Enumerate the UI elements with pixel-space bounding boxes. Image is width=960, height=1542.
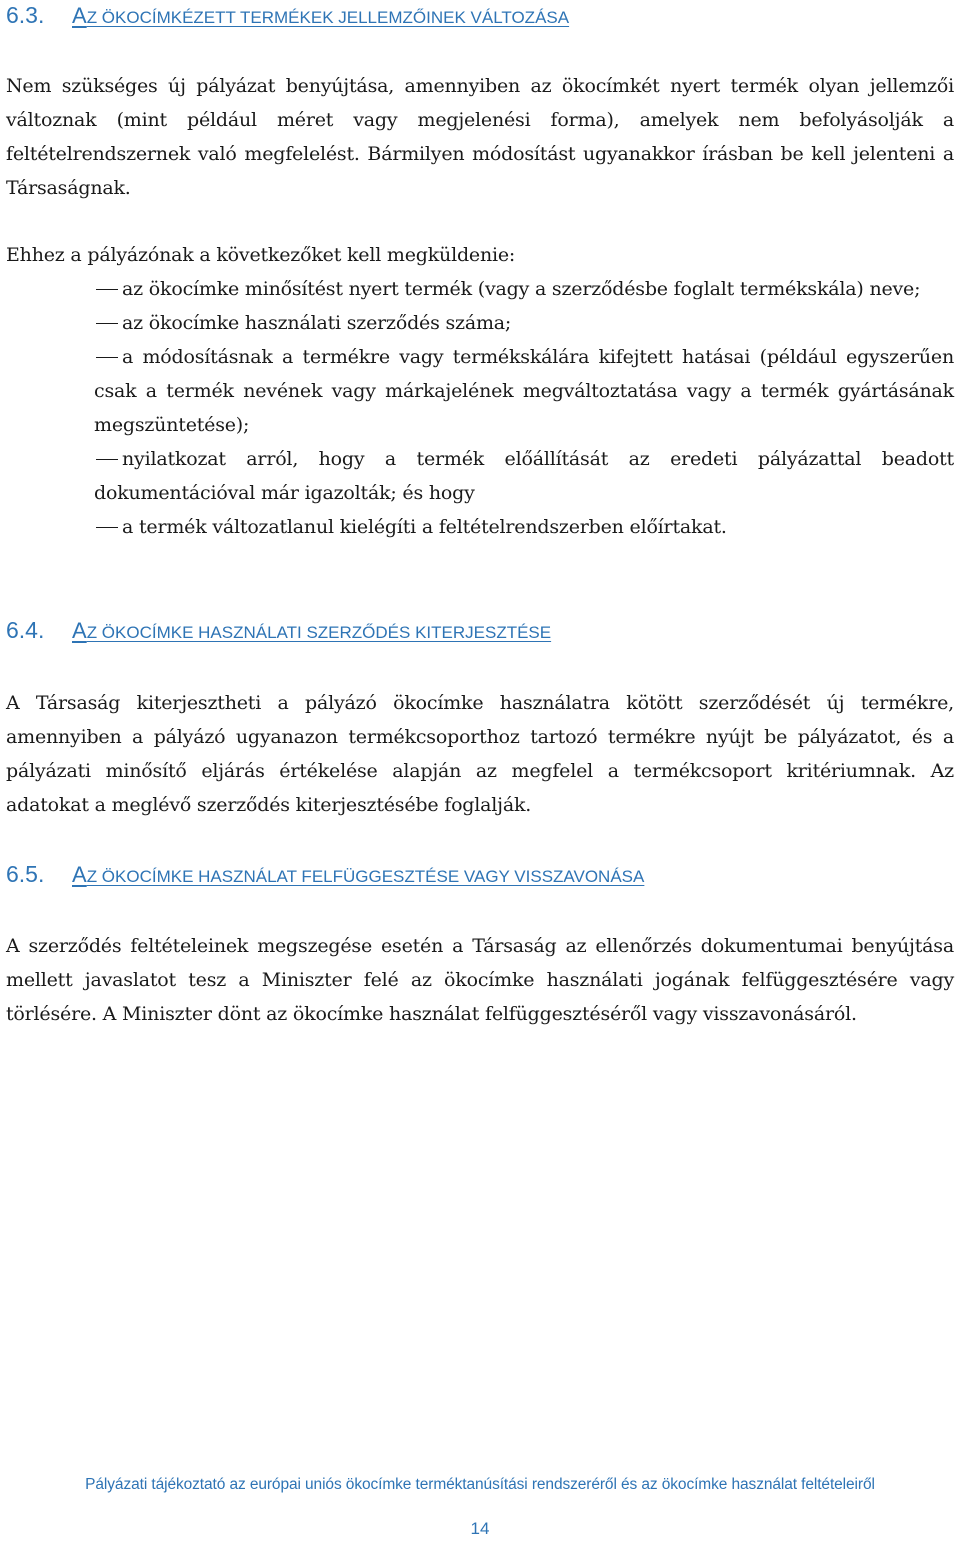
page-footer: Pályázati tájékoztató az európai uniós ökocímke terméktanúsítási rendszeréről és az ökocímke használat feltételeiről — [85, 1476, 875, 1493]
list-item-text: az ökocímke minősítést nyert termék (vagy a szerződésbe foglalt termékskála) neve; — [122, 278, 921, 300]
list-item — [6, 442, 954, 510]
dash-bullet — [96, 357, 118, 358]
section-title: Z ÖKOCÍMKE HASZNÁLATI SZERZŐDÉS KITERJESZTÉSE — [86, 623, 552, 642]
dash-bullet — [96, 527, 118, 528]
page-number: 14 — [470, 1519, 490, 1538]
dash-bullet — [96, 323, 118, 324]
list-item — [6, 272, 954, 306]
paragraph: A szerződés feltételeinek megszegése esetén a Társaság az ellenőrzés dokumentumai benyújtása mellett javaslatot tesz a Miniszter felé az ökocímke használati jogának felfüggesztésére vagy törlésére. A Miniszter dönt az ökocímke használat felfüggesztéséről vagy visszavonásáról. — [6, 935, 954, 1025]
section-title-initial: A — [72, 3, 87, 28]
dash-bullet — [96, 459, 118, 460]
paragraph: A Társaság kiterjesztheti a pályázó ökocímke használatra kötött szerződését új termékre, amennyiben a pályázó ugyanazon termékcsoporthoz tartozó termékre nyújt be pályázatot, és a pályázati minősítő eljárás értékelése alapján az megfelel a termékcsoport kritériumnak. Az adatokat a meglévő szerződés kiterjesztésébe foglalják. — [6, 692, 954, 816]
section-title-initial: A — [72, 618, 87, 643]
section-title: Z ÖKOCÍMKE HASZNÁLAT FELFÜGGESZTÉSE VAGY VISSZAVONÁSA — [86, 867, 645, 886]
section-heading-6-4 — [6, 617, 954, 644]
dash-bullet — [96, 289, 118, 290]
list-item — [6, 510, 954, 544]
list-item — [6, 306, 954, 340]
list-item — [6, 340, 954, 442]
section-number: 6.5. — [6, 861, 45, 887]
section-title: Z ÖKOCÍMKÉZETT TERMÉKEK JELLEMZŐINEK VÁLTOZÁSA — [86, 8, 570, 27]
list-item-text: a termék változatlanul kielégíti a feltételrendszerben előírtakat. — [122, 516, 727, 538]
section-heading-6-3 — [6, 2, 954, 29]
section-number: 6.3. — [6, 2, 45, 28]
list-item-text: az ökocímke használati szerződés száma; — [122, 312, 512, 334]
paragraph: Ehhez a pályázónak a következőket kell megküldenie: — [6, 244, 516, 266]
list-item-text: nyilatkozat arról, hogy a termék előállítását az eredeti pályázattal beadott dokumentációval már igazolták; és hogy — [94, 448, 954, 504]
section-heading-6-5 — [6, 861, 954, 888]
section-title-initial: A — [72, 862, 87, 887]
requirements-list — [6, 272, 954, 544]
section-number: 6.4. — [6, 617, 45, 643]
paragraph: Nem szükséges új pályázat benyújtása, amennyiben az ökocímkét nyert termék olyan jellemzői változnak (mint például méret vagy megjelenési forma), amelyek nem befolyásolják a feltételrendszernek való megfelelést. Bármilyen módosítást ugyanakkor írásban be kell jelenteni a Társaságnak. — [6, 75, 954, 199]
list-item-text: a módosításnak a termékre vagy termékskálára kifejtett hatásai (például egyszerűen csak a termék nevének vagy márkajelének megváltoztatása vagy a termék gyártásának megszüntetése); — [94, 346, 954, 436]
